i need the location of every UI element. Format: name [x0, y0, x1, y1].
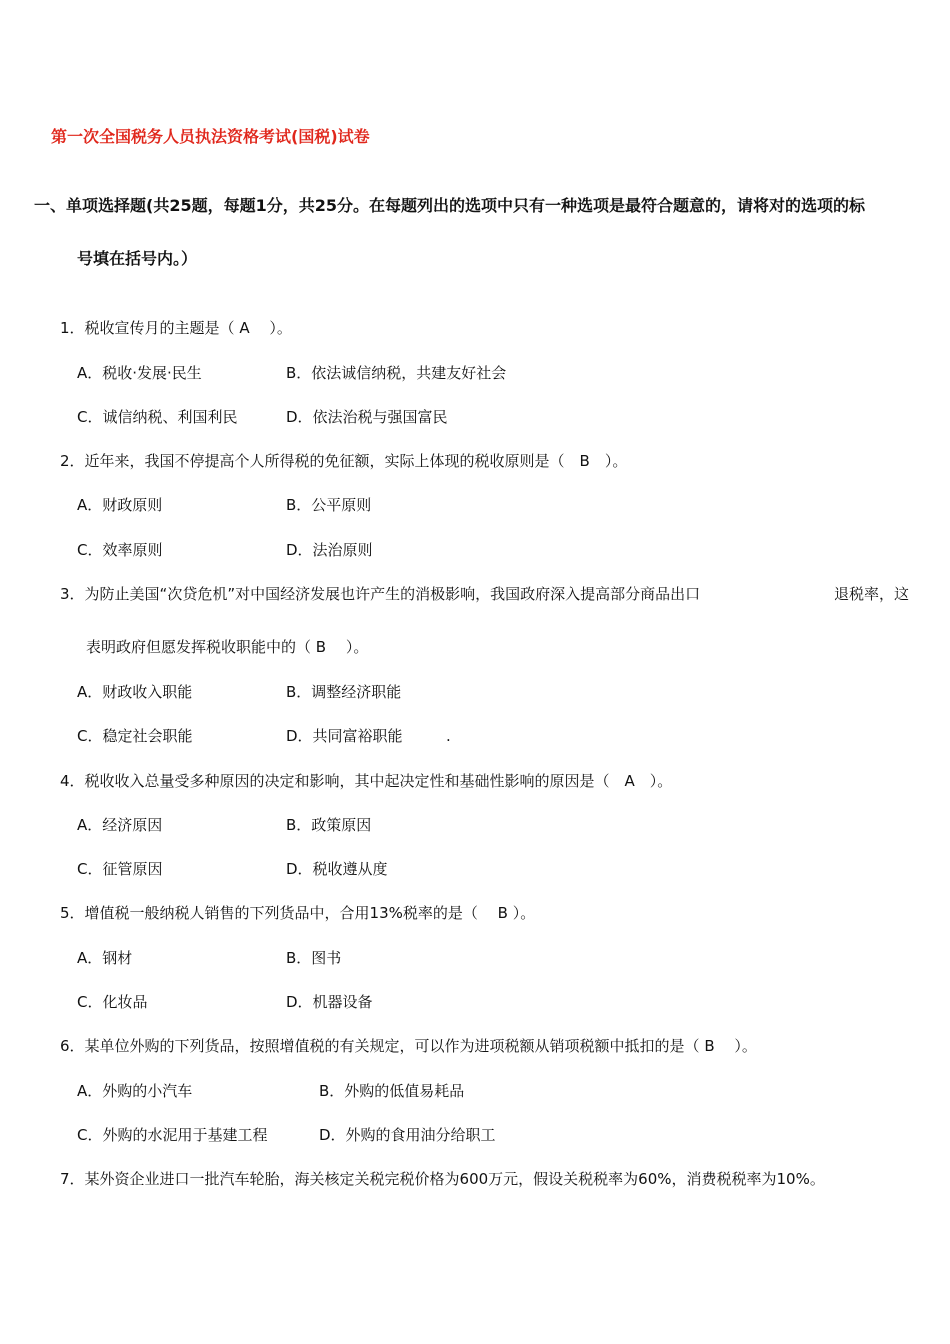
question-1-option-d: D．依法治税与强国富民	[286, 408, 448, 426]
question-1-option-b: B．依法诚信纳税，共建友好社会	[286, 364, 507, 382]
question-3-tail: 退税率，这	[834, 585, 910, 603]
question-6-option-a: A．外购的小汽车	[77, 1082, 193, 1100]
question-3: 3．为防止美国“次贷危机”对中国经济发展也许产生的消极影响，我国政府深入提高部分商品出口	[60, 585, 701, 603]
question-2-option-d: D．法治原则	[286, 541, 373, 559]
question-6-option-c: C．外购的水泥用于基建工程	[77, 1126, 268, 1144]
question-3-option-c: C．稳定社会职能	[77, 727, 193, 745]
question-3-option-a: A．财政收入职能	[77, 683, 193, 701]
question-4-option-b: B．政策原因	[286, 816, 372, 834]
question-1-option-a: A．税收·发展·民生	[77, 364, 202, 382]
question-2-option-b: B．公平原则	[286, 496, 372, 514]
question-2: 2．近年来，我国不停提高个人所得税的免征额，实际上体现的税收原则是（ B ）。	[60, 452, 628, 470]
question-4: 4．税收收入总量受多种原因的决定和影响，其中起决定性和基础性影响的原因是（ A ）。	[60, 772, 673, 790]
question-3-option-b: B．调整经济职能	[286, 683, 402, 701]
section-heading-line1: 一、单项选择题(共25题，每题1分，共25分。在每题列出的选项中只有一种选项是最符合题意的，请将对的选项的标	[34, 196, 865, 215]
exam-title: 第一次全国税务人员执法资格考试(国税)试卷	[51, 127, 370, 146]
question-4-option-c: C．征管原因	[77, 860, 163, 878]
question-6-option-b: B．外购的低值易耗品	[319, 1082, 465, 1100]
question-5-option-a: A．钢材	[77, 949, 133, 967]
question-4-option-a: A．经济原因	[77, 816, 163, 834]
question-1-option-c: C．诚信纳税、利国利民	[77, 408, 238, 426]
question-6: 6．某单位外购的下列货品，按照增值税的有关规定，可以作为进项税额从销项税额中抵扣的是（ B ）。	[60, 1037, 757, 1055]
section-heading-line2: 号填在括号内。）	[77, 249, 198, 268]
question-6-option-d: D．外购的食用油分给职工	[319, 1126, 496, 1144]
question-2-option-a: A．财政原则	[77, 496, 163, 514]
question-4-option-d: D．税收遵从度	[286, 860, 388, 878]
question-5-option-d: D．机器设备	[286, 993, 373, 1011]
question-3-line2: 表明政府但愿发挥税收职能中的（ B ）。	[86, 638, 369, 656]
question-5-option-c: C．化妆品	[77, 993, 148, 1011]
question-3-option-d: D．共同富裕职能	[286, 727, 403, 745]
question-1: 1．税收宣传月的主题是（ A ）。	[60, 319, 292, 337]
question-5-option-b: B．图书	[286, 949, 342, 967]
question-2-option-c: C．效率原则	[77, 541, 163, 559]
question-5: 5．增值税一般纳税人销售的下列货品中，合用13%税率的是（ B ）。	[60, 904, 536, 922]
question-7: 7．某外资企业进口一批汽车轮胎，海关核定关税完税价格为600万元，假设关税税率为60%，消费税税率为10%。	[60, 1170, 825, 1188]
question-3-trailing-mark: .	[446, 727, 451, 745]
